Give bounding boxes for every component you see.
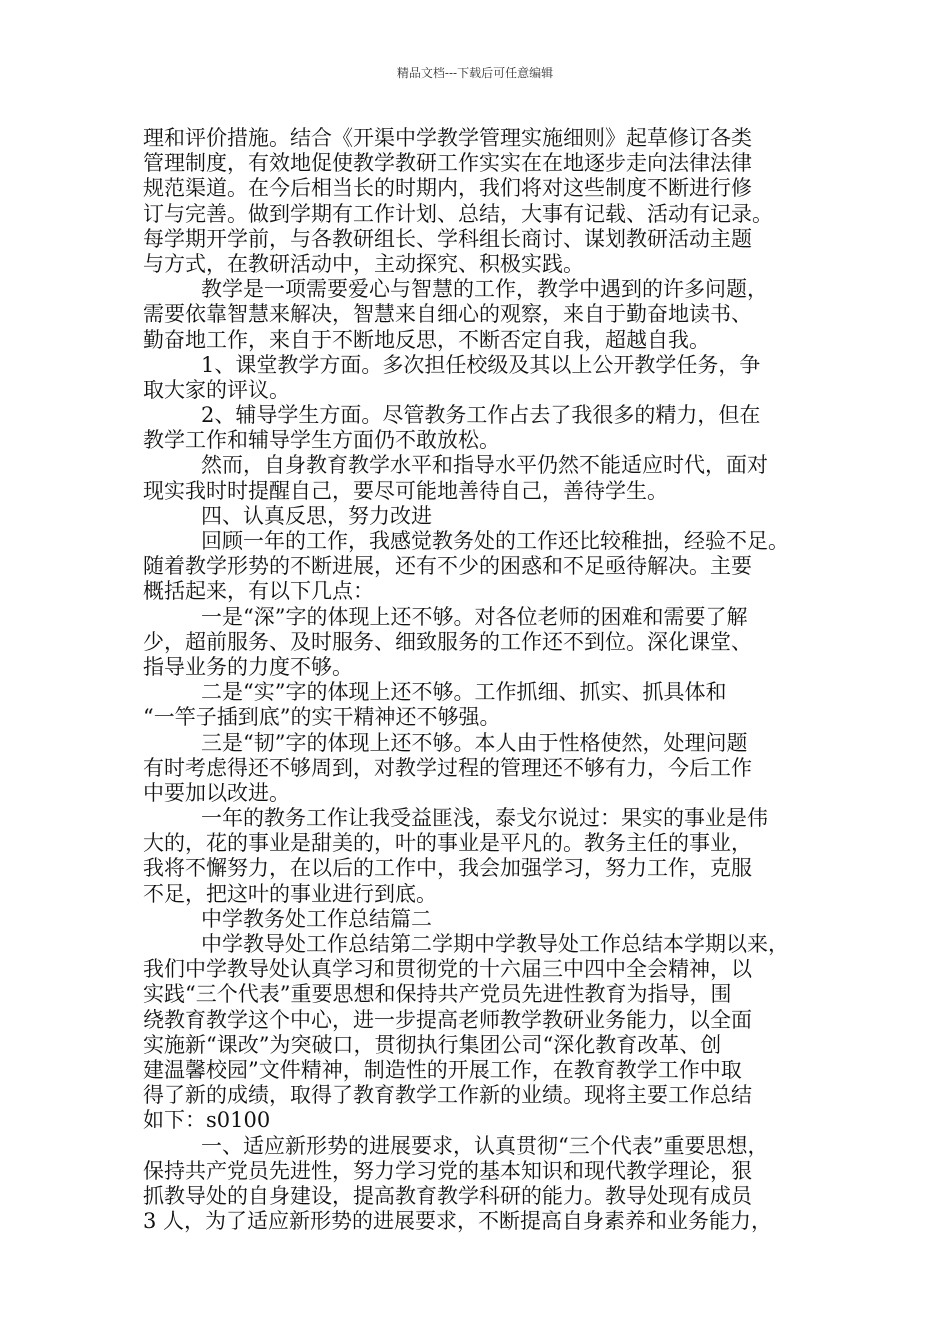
text-line: 实践“三个代表”重要思想和保持共产党员先进性教育为指导，围	[143, 982, 732, 1007]
text-line: 订与完善。做到学期有工作计划、总结，大事有记载、活动有记录。	[143, 201, 773, 226]
text-line: 现实我时时提醒自己，要尽可能地善待自己，善待学生。	[143, 478, 668, 503]
text-line: 我们中学教导处认真学习和贯彻党的十六届三中四中全会精神，以	[143, 957, 752, 982]
text-line: 与方式，在教研活动中，主动探究、积极实践。	[143, 251, 584, 276]
text-line: 1、课堂教学方面。多次担任校级及其以上公开教学任务，争	[201, 352, 761, 377]
text-line: 如下：s0100	[143, 1108, 271, 1133]
text-line: 需要依靠智慧来解决，智慧来自细心的观察，来自于勤奋地读书、	[143, 302, 752, 327]
text-line: 教学工作和辅导学生方面仍不敢放松。	[143, 428, 500, 453]
text-line: 保持共产党员先进性，努力学习党的基本知识和现代教学理论，狠	[143, 1158, 752, 1183]
text-line: 我将不懈努力，在以后的工作中，我会加强学习，努力工作，克服	[143, 856, 752, 881]
text-line: 随着教学形势的不断进展，还有不少的困惑和不足亟待解决。主要	[143, 554, 752, 579]
text-line: 2、辅导学生方面。尽管教务工作占去了我很多的精力，但在	[201, 403, 761, 428]
text-line: 三是“韧”字的体现上还不够。本人由于性格使然，处理问题	[201, 730, 748, 755]
text-line: 一是“深”字的体现上还不够。对各位老师的困难和需要了解	[201, 604, 748, 629]
text-line: 指导业务的力度不够。	[143, 654, 353, 679]
text-line: 实施新“课改”为突破口，贯彻执行集团公司“深化教育改革、创	[143, 1032, 722, 1057]
text-line: 中要加以改进。	[143, 780, 290, 805]
text-line: 大的，花的事业是甜美的，叶的事业是平凡的。教务主任的事业，	[143, 831, 752, 856]
text-line: 不足，把这叶的事业进行到底。	[143, 881, 437, 906]
text-line: 得了新的成绩，取得了教育教学工作新的业绩。现将主要工作总结	[143, 1083, 752, 1108]
text-line: 绕教育教学这个中心，进一步提高老师教学教研业务能力，以全面	[143, 1007, 752, 1032]
text-line: 然而，自身教育教学水平和指导水平仍然不能适应时代，面对	[201, 453, 768, 478]
text-line: 管理制度，有效地促使教学教研工作实实在在地逐步走向法律法律	[143, 151, 752, 176]
text-line: 中学教务处工作总结篇二	[201, 906, 432, 931]
text-line: 取大家的评议。	[143, 377, 290, 402]
text-line: “一竿子插到底”的实干精神还不够强。	[143, 705, 501, 730]
text-line: 二是“实”字的体现上还不够。工作抓细、抓实、抓具体和	[201, 680, 727, 705]
text-line: 理和评价措施。结合《开渠中学教学管理实施细则》起草修订各类	[143, 126, 752, 150]
text-line: 勤奋地工作，来自于不断地反思，不断否定自我，超越自我。	[143, 327, 710, 352]
text-line: 中学教导处工作总结第二学期中学教导处工作总结本学期以来，	[201, 932, 789, 956]
text-line: 概括起来，有以下几点：	[143, 579, 374, 604]
text-line: 一、适应新形势的进展要求，认真贯彻“三个代表”重要思想，	[201, 1133, 769, 1158]
text-line: 抓教导处的自身建设，提高教育教学科研的能力。教导处现有成员	[143, 1183, 752, 1208]
text-line: 少，超前服务、及时服务、细致服务的工作还不到位。深化课堂、	[143, 629, 752, 654]
document-body	[143, 126, 815, 1234]
text-line: 有时考虑得还不够周到，对教学过程的管理还不够有力，今后工作	[143, 755, 752, 780]
text-line: 3 人，为了适应新形势的进展要求，不断提高自身素养和业务能力，	[143, 1209, 773, 1234]
text-line: 教学是一项需要爱心与智慧的工作，教学中遇到的许多问题，	[201, 277, 768, 302]
text-line: 建温馨校园”文件精神，制造性的开展工作，在教育教学工作中取	[143, 1057, 742, 1082]
text-line: 四、认真反思，努力改进	[201, 503, 432, 528]
text-line: 一年的教务工作让我受益匪浅，泰戈尔说过：果实的事业是伟	[201, 806, 768, 831]
text-line: 回顾一年的工作，我感觉教务处的工作还比较稚拙，经验不足。	[201, 529, 789, 553]
text-line: 规范渠道。在今后相当长的时期内，我们将对这些制度不断进行修	[143, 176, 752, 201]
text-line: 每学期开学前，与各教研组长、学科组长商讨、谋划教研活动主题	[143, 226, 752, 251]
page-header: 精品文档---下载后可任意编辑	[396, 66, 554, 80]
